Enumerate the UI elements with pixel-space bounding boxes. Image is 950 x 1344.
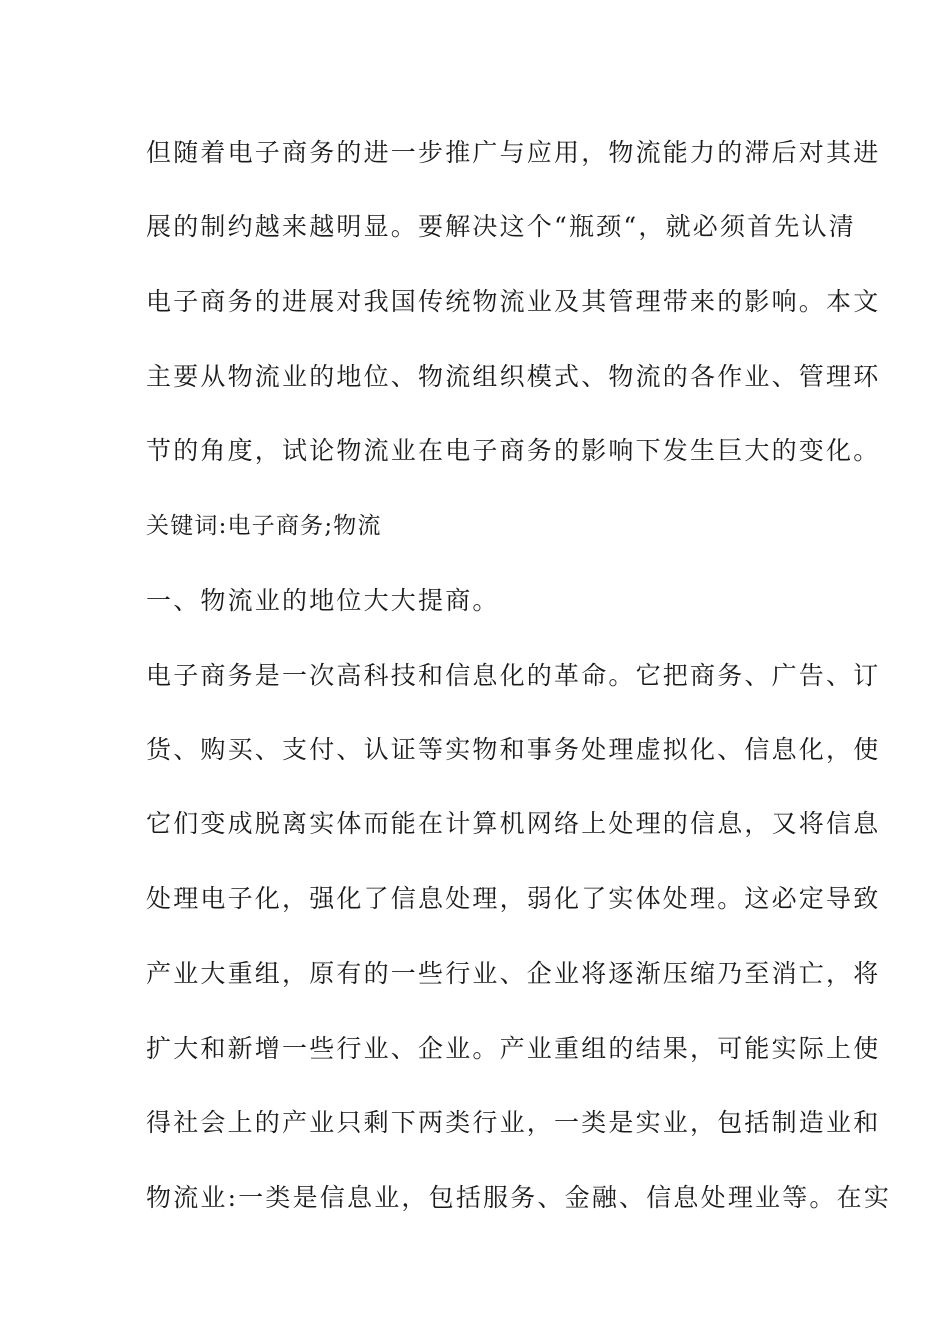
text-line: 展的制约越来越明显。要解决这个“瓶颈“，就必须首先认清 xyxy=(146,212,856,241)
text-line: 电子商务是一次高科技和信息化的革命。它把商务、广告、订 xyxy=(146,661,881,690)
text-line: 扩大和新增一些行业、企业。产业重组的结果，可能实际上使 xyxy=(146,1034,881,1063)
text-line: 电子商务的进展对我国传统物流业及其管理带来的影响。本文 xyxy=(146,287,881,316)
text-line: 它们变成脱离实体而能在计算机网络上处理的信息，又将信息 xyxy=(146,809,881,838)
text-line: 但随着电子商务的进一步推广与应用，物流能力的滞后对其进 xyxy=(146,138,881,167)
text-line: 得社会上的产业只剩下两类行业，一类是实业，包括制造业和 xyxy=(146,1108,881,1137)
text-line: 货、购买、支付、认证等实物和事务处理虚拟化、信息化，使 xyxy=(146,735,881,764)
section-heading: 一、物流业的地位大大提商。 xyxy=(146,586,500,615)
text-line: 主要从物流业的地位、物流组织模式、物流的各作业、管理环 xyxy=(146,362,881,391)
text-line: 物流业:一类是信息业，包括服务、金融、信息处理业等。在实 xyxy=(146,1183,892,1212)
text-line: 产业大重组，原有的一些行业、企业将逐渐压缩乃至消亡，将 xyxy=(146,959,881,988)
text-line: 节的角度，试论物流业在电子商务的影响下发生巨大的变化。 xyxy=(146,436,881,465)
text-line: 处理电子化，强化了信息处理，弱化了实体处理。这必定导致 xyxy=(146,884,881,913)
keywords-line: 关键词:电子商务;物流 xyxy=(146,513,382,539)
